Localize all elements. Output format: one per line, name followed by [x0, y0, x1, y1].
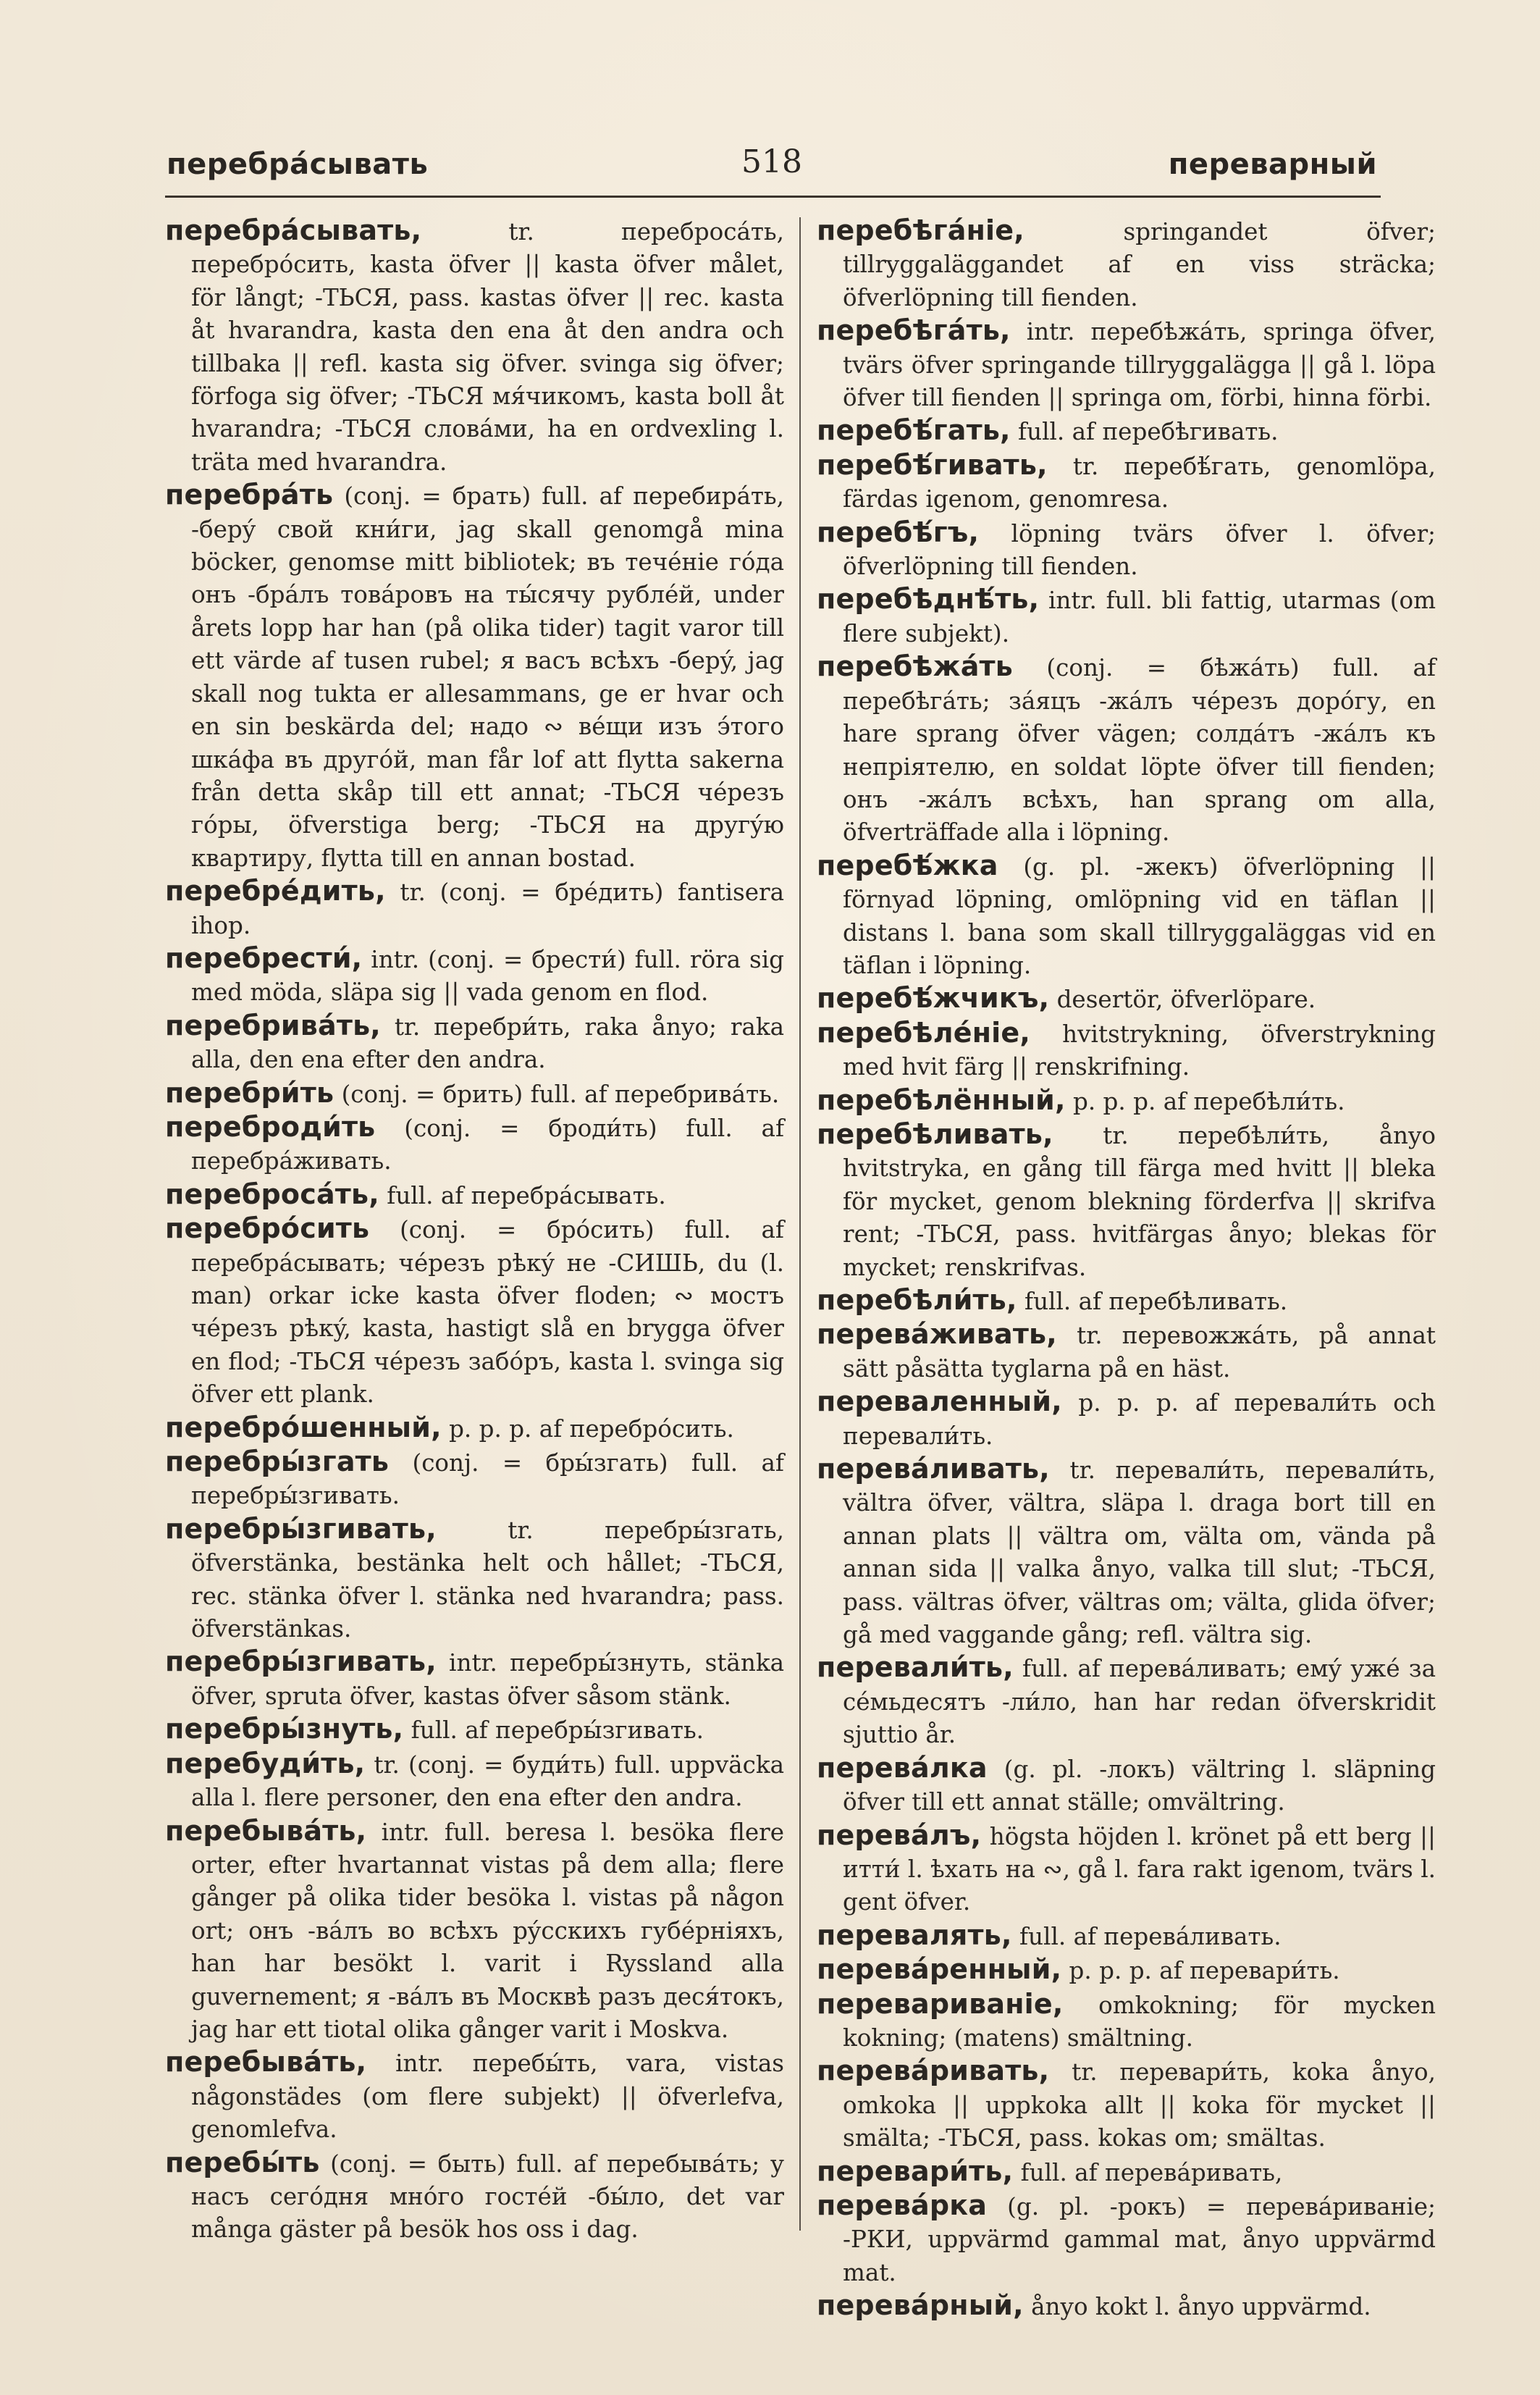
dictionary-entry — [817, 2289, 1436, 2323]
entry-headword: перебѣ́гать, — [817, 414, 1011, 447]
entry-headword: перевáривать, — [817, 2055, 1050, 2087]
entry-headword: перебѣлённый, — [817, 1083, 1066, 1116]
dictionary-entry — [817, 1651, 1436, 1751]
dictionary-entry — [165, 1513, 784, 1646]
entry-definition: (conj. = брóсить) full. af перебрáсывать; чéрезъ рѣкý не -СИШЬ, du (l. man) orkar icke kasta öfver floden; ∾ мостъ чéрезъ рѣкý, kasta, hastigt slå en brygga öfver en flod; -ТЬСЯ чéрезъ забóръ, kasta l. svinga sig öfver ett plank. — [191, 1216, 784, 1409]
entry-headword: перебѣ́гъ, — [817, 516, 980, 548]
dictionary-entry — [165, 1212, 784, 1411]
entry-definition: p. p. p. af перевари́ть. — [1061, 1957, 1340, 1985]
entry-headword: переваривaніе, — [817, 1987, 1064, 2020]
entry-definition: p. p. p. af перебрóсить. — [441, 1414, 734, 1443]
entry-definition: högsta höjden l. krönet på ett berg || итти́ l. ѣхать на ∾, gå l. fara rakt igenom, tvärs l. gent öfver. — [843, 1822, 1436, 1916]
dictionary-entry — [817, 449, 1436, 516]
entry-definition: tr. перебри́ть, raka ånyo; raka alla, den ena efter den andra. — [191, 1012, 784, 1074]
entry-definition: p. p. p. af перебѣли́ть. — [1065, 1087, 1345, 1115]
dictionary-entry — [165, 875, 784, 942]
entry-definition: springandet öfver; tillryggaläggandet af en viss sträcka; öfverlöpning till fienden. — [843, 218, 1436, 311]
entry-definition: full. af перебрáсывать. — [379, 1181, 666, 1209]
entry-definition: (conj. = брить) full. af перебривáть. — [334, 1080, 780, 1108]
dictionary-entry — [165, 479, 784, 875]
dictionary-entry — [165, 942, 784, 1010]
entry-definition: tr. перебѣ́гать, genomlöpa, färdas igenom, genomresa. — [843, 452, 1436, 513]
entry-definition: full. af перебры́згивать. — [403, 1716, 704, 1745]
entry-definition: (conj. = бѣжáть) full. af перебѣгáть; зáяцъ -жáлъ чéрезъ дорóгу, en hare sprang öfver vägen; солдáтъ -жáлъ къ непріятелю, en soldat löpte öfver till fienden; онъ -жáлъ всѣхъ, han sprang om alla, öfverträffade alla i löpning. — [843, 654, 1436, 847]
entry-headword: перебривáть, — [165, 1009, 381, 1041]
entry-headword: перебры́згать — [165, 1446, 390, 1478]
dictionary-entry — [817, 1919, 1436, 1953]
entry-definition: tr. (conj. = буди́ть) full. uppväcka alla l. flere personer, den ena efter den andra. — [191, 1750, 784, 1812]
entry-headword: перебры́згивать, — [165, 1645, 437, 1678]
entry-definition: full. af перевáливать. — [1011, 1922, 1282, 1950]
entry-headword: перебуди́ть, — [165, 1747, 366, 1779]
dictionary-entry — [817, 1118, 1436, 1284]
dictionary-entry — [817, 1318, 1436, 1385]
dictionary-entry — [817, 650, 1436, 849]
dictionary-entry — [817, 2189, 1436, 2289]
entry-headword: перебрóшенный, — [165, 1411, 442, 1443]
entry-definition: tr. перебѣли́ть, ånyo hvitstryka, en gång till färga med hvitt || bleka för mycket, genom blekning förderfva || skrifva rent; -ТЬСЯ, pass. hvitfärgas ånyo; blekas för mycket; renskrifvas. — [843, 1121, 1436, 1281]
entry-definition: (g. pl. -жекъ) öfverlöpning || förnyad löpning, omlöpning vid en täflan || distans l. bana som skall tillryggaläggas vid en täflan i löpning. — [843, 852, 1436, 979]
entry-definition: hvitstrykning, öfverstrykning med hvit färg || renskrifning. — [843, 1020, 1436, 1081]
entry-definition: full. af перебѣгивать. — [1010, 418, 1279, 446]
entry-definition: tr. перебры́згать, öfverstänka, bestänka helt och hållet; -ТЬСЯ, rec. stänka öfver l. stänka ned hvarandra; pass. öfverstänkas. — [191, 1516, 784, 1643]
dictionary-entry — [817, 1385, 1436, 1453]
entry-definition: p. p. p. af перевали́ть och перевали́ть. — [843, 1389, 1436, 1450]
entry-headword: перебры́знуть, — [165, 1713, 404, 1745]
entry-headword: перебывáть, — [165, 2046, 367, 2079]
entry-headword: перевáливать, — [817, 1453, 1050, 1485]
page-header — [167, 138, 1377, 196]
entry-definition: (g. pl. -рокъ) = перевáриваніе; -РКИ, uppvärmd gammal mat, ånyo uppvärmd mat. — [843, 2192, 1436, 2286]
dictionary-entry — [165, 1815, 784, 2047]
entry-headword: перевáлка — [817, 1751, 988, 1784]
dictionary-entry — [817, 1284, 1436, 1318]
right-column — [817, 214, 1436, 2324]
entry-headword: перевáрный, — [817, 2289, 1024, 2322]
entry-headword: перебри́ть — [165, 1076, 334, 1109]
left-column — [165, 214, 784, 2247]
entry-definition: (conj. = бры́згать) full. af перебры́згивать. — [191, 1449, 784, 1510]
entry-definition: intr. перебы́ть, vara, vistas någonstädes (om flere subjekt) || öfverlefva, genomlefva. — [191, 2050, 784, 2144]
entry-definition: desertör, öfverlöpare. — [1049, 986, 1316, 1014]
dictionary-entry — [165, 1178, 784, 1212]
entry-headword: перевáренный, — [817, 1953, 1062, 1986]
entry-headword: перебры́згивать, — [165, 1512, 437, 1545]
dictionary-entry — [817, 982, 1436, 1016]
header-left-guide-word: перебрáсывать — [167, 148, 429, 181]
entry-definition: intr. full. beresa l. besöka flere orter, efter hvartannat vistas på dem alla; flere gånger på olika tider besöka l. vistas på någon ort; онъ -вáлъ во всѣхъ рýсскихъ губéрніяхъ, han har besökt l. varit i Ryssland alla guvernement; я -вáлъ въ Москвѣ разъ деся́токъ, jag har ett tiotal olika gånger varit i Moskva. — [191, 1818, 784, 2043]
dictionary-entry — [817, 1453, 1436, 1651]
entry-headword: перебѣ́жчикъ, — [817, 982, 1050, 1015]
header-rule — [165, 196, 1381, 198]
entry-headword: перебѣгáніе, — [817, 214, 1024, 246]
entry-headword: перебрéдить, — [165, 875, 386, 907]
entry-definition: full. af перебѣливать. — [1017, 1288, 1288, 1315]
dictionary-entry — [817, 850, 1436, 983]
entry-definition: tr. перевари́ть, koka ånyo, omkoka || uppkoka allt || koka för mycket || smälta; -ТЬСЯ, pass. kokas om; smältas. — [843, 2058, 1436, 2152]
dictionary-entry — [817, 583, 1436, 650]
dictionary-entry — [165, 1412, 784, 1446]
entry-headword: перебрести́, — [165, 941, 363, 974]
entry-headword: перевáживать, — [817, 1318, 1057, 1351]
dictionary-entry — [165, 1713, 784, 1747]
entry-headword: перебѣли́ть, — [817, 1284, 1017, 1316]
entry-definition: (conj. = броди́ть) full. af перебрáживать. — [191, 1114, 784, 1175]
dictionary-entry — [165, 1010, 784, 1077]
entry-headword: перебывáть, — [165, 1814, 367, 1847]
entry-headword: переброди́ть — [165, 1110, 376, 1143]
entry-definition: omkokning; för mycken kokning; (matens) smältning. — [843, 1991, 1436, 2052]
entry-definition: intr. перебры́знуть, stänka öfver, spruta öfver, kastas öfver såsom stänk. — [191, 1649, 784, 1710]
dictionary-entry — [817, 1752, 1436, 1819]
entry-headword: перебѣливать, — [817, 1117, 1053, 1150]
page-number: 518 — [741, 143, 802, 180]
dictionary-entry — [817, 214, 1436, 314]
entry-headword: перебрóсить — [165, 1212, 370, 1245]
entry-headword: перевáрка — [817, 2189, 988, 2221]
entry-headword: перебѣжáть — [817, 650, 1014, 683]
entry-headword: перебы́ть — [165, 2146, 320, 2178]
entry-definition: (g. pl. -локъ) vältring l. släpning öfver till ett annat ställe; omvältring. — [843, 1755, 1436, 1816]
entry-headword: перебросáть, — [165, 1178, 379, 1210]
entry-definition: full. af перевáливать; емý ужé за сéмьдесятъ -ли́ло, han har redan öfverskridit sjuttio år. — [843, 1655, 1436, 1749]
entry-headword: перевари́ть, — [817, 2155, 1014, 2187]
entry-headword: перебѣлéніе, — [817, 1016, 1030, 1049]
dictionary-entry — [165, 1111, 784, 1178]
entry-headword: перебрáть — [165, 479, 334, 511]
entry-definition: intr. (conj. = брести́) full. röra sig med möda, släpa sig || vada genom en flod. — [191, 945, 784, 1007]
dictionary-entry — [165, 2046, 784, 2146]
dictionary-entry — [165, 214, 784, 479]
entry-headword: переваленный, — [817, 1385, 1062, 1418]
entry-headword: перевали́ть, — [817, 1651, 1014, 1684]
entry-definition: tr. перевожжáть, på annat sätt påsätta tyglarna på en häst. — [843, 1322, 1436, 1383]
dictionary-entry — [817, 1819, 1436, 1919]
column-divider — [799, 217, 801, 2231]
entry-definition: löpning tvärs öfver l. öfver; öfverlöpning till fienden. — [843, 519, 1436, 581]
dictionary-entry — [817, 1017, 1436, 1084]
entry-definition: tr. перевали́ть, перевали́ть, vältra öfver, vältra, släpa l. draga bort till en annan plats || vältra om, välta om, vända på annan sida || valka ånyo, valka till slut; -ТЬСЯ, pass. vältras öfver, vältras om; välta, glida öfver; gå med vaggande gång; refl. vältra sig. — [843, 1456, 1436, 1649]
entry-definition: (conj. = брать) full. af перебирáть, -берý свой кни́ги, jag skall genomgå mina böcker, genomse mitt bibliotek; въ течéніе гóда онъ -брáлъ товáровъ на ты́сячу рублéй, under årets lopp har han (på olika tider) tagit varor till ett värde af tusen rubel; я васъ всѣхъ -берý, jag skall nog tukta er allesammans, ge er hvar och en sin beskärda del; надо ∾ вéщи изъ э́того шкáфа въ другóй, man får lof att flytta sakerna från detta skåp till ett annat; -ТЬСЯ чéрезъ гóры, öfverstiga berg; -ТЬСЯ на другýю квартиру, flytta till en annan bostad. — [191, 482, 784, 872]
entry-definition: intr. перебѣжáть, springa öfver, tvärs öfver springande tillryggalägga || gå l. löpa öfver till fienden || springa om, förbi, hinna förbi. — [843, 318, 1436, 412]
entry-headword: перевáлъ, — [817, 1819, 982, 1851]
dictionary-entry — [817, 2155, 1436, 2189]
dictionary-entry — [817, 1953, 1436, 1987]
dictionary-entry — [817, 1084, 1436, 1118]
entry-headword: перебѣ́гивать, — [817, 448, 1048, 481]
dictionary-entry — [165, 2147, 784, 2247]
entry-headword: перебѣднѣ́ть, — [817, 583, 1040, 616]
dictionary-entry — [817, 2055, 1436, 2155]
entry-headword: перебрáсывать, — [165, 214, 422, 246]
dictionary-entry — [817, 1988, 1436, 2055]
dictionary-entry — [165, 1748, 784, 1815]
dictionary-entry — [817, 516, 1436, 584]
entry-definition: tr. перебросáть, перебрóсить, kasta öfver || kasta öfver målet, för långt; -ТЬСЯ, pass. kastas öfver || rec. kasta åt hvarandra, kasta den ena åt den andra och tillbaka || refl. kasta sig öfver. svinga sig öfver; förfoga sig öfver; -ТЬСЯ мя́чикомъ, kasta boll åt hvarandra; -ТЬСЯ словáми, ha en ordvexling l. träta med hvarandra. — [191, 218, 784, 476]
entry-definition: (conj. = быть) full. af перебывáть; у насъ сегóдня мнóго гостéй -бы́ло, det var många gäster på besök hos oss i dag. — [191, 2149, 784, 2244]
dictionary-entry — [817, 314, 1436, 414]
dictionary-entry — [165, 1446, 784, 1513]
entry-definition: intr. full. bli fattig, utarmas (om flere subjekt). — [843, 587, 1436, 647]
dictionary-entry — [817, 414, 1436, 448]
entry-definition: tr. (conj. = брéдить) fantisera ihop. — [191, 878, 784, 939]
entry-headword: перевалять, — [817, 1918, 1012, 1951]
entry-definition: ånyo kokt l. ånyo uppvärmd. — [1023, 2293, 1371, 2321]
entry-headword: перебѣ́жка — [817, 849, 998, 881]
entry-headword: перебѣгáть, — [817, 314, 1011, 347]
entry-definition: full. af перевáривать, — [1013, 2158, 1283, 2186]
header-right-guide-word: переварный — [1168, 148, 1377, 181]
dictionary-entry — [165, 1077, 784, 1111]
dictionary-entry — [165, 1645, 784, 1713]
